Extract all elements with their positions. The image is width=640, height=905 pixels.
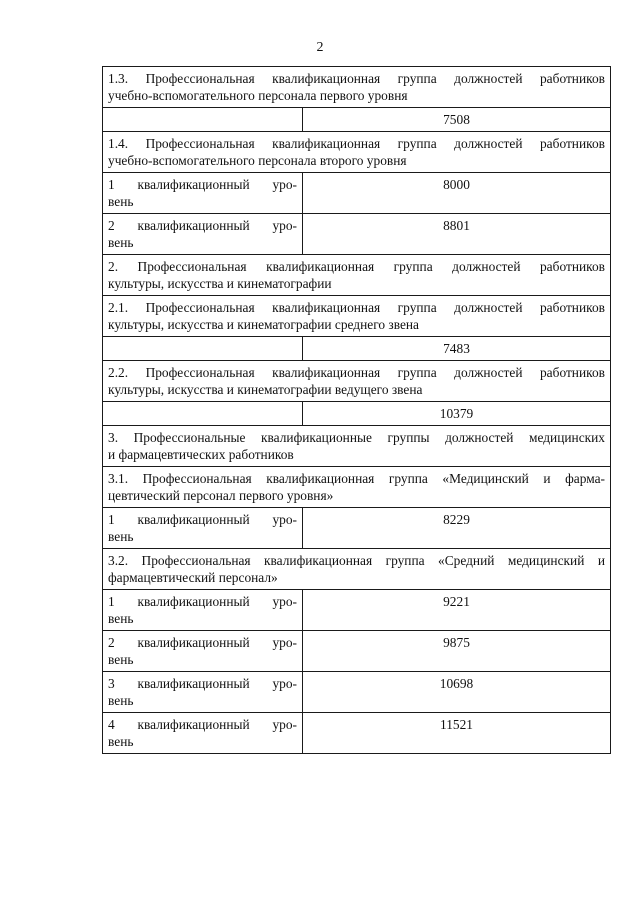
level-label: уро- [272, 177, 297, 192]
group-header-cell [103, 67, 611, 108]
salary-value: 8000 [303, 173, 611, 214]
group-header-cell [103, 549, 611, 590]
group-header-row [103, 255, 611, 296]
level-label: вень [108, 529, 134, 544]
group-title-line: культуры, искусства и кинематографии [108, 276, 332, 291]
salary-value: 8801 [303, 214, 611, 255]
group-title-line: культуры, искусства и кинематографии ведущего звена [108, 382, 423, 397]
level-cell [103, 672, 303, 713]
level-label: квалификационный [137, 218, 250, 233]
level-label: вень [108, 693, 134, 708]
level-cell [103, 508, 303, 549]
group-header-cell [103, 296, 611, 337]
group-title-line: цевтический персонал первого уровня» [108, 488, 334, 503]
group-title-line: культуры, искусства и кинематографии среднего звена [108, 317, 420, 332]
group-header-row [103, 467, 611, 508]
group-header-row [103, 67, 611, 108]
level-label: уро- [272, 594, 297, 609]
salary-value: 7508 [303, 108, 611, 132]
salary-row [103, 214, 611, 255]
level-label: уро- [272, 635, 297, 650]
level-label: уро- [272, 717, 297, 732]
group-title-line: и фармацевтических работников [108, 447, 294, 462]
group-header-cell [103, 467, 611, 508]
group-title-line: 3. Профессиональные квалификационные группы должностей медицинских [108, 430, 605, 445]
level-label: уро- [272, 218, 297, 233]
salary-row [103, 508, 611, 549]
level-label: 1 [108, 512, 115, 527]
level-label: уро- [272, 512, 297, 527]
group-header-cell [103, 426, 611, 467]
level-cell [103, 402, 303, 426]
level-label: вень [108, 652, 134, 667]
level-label: вень [108, 235, 134, 250]
level-cell [103, 337, 303, 361]
group-title-line: учебно-вспомогательного персонала первого уровня [108, 88, 408, 103]
salary-value: 7483 [303, 337, 611, 361]
level-label: 1 [108, 594, 115, 609]
level-cell [103, 631, 303, 672]
group-title-line: 2.1. Профессиональная квалификационная группа должностей работников [108, 300, 605, 315]
level-label: 3 [108, 676, 115, 691]
group-header-cell [103, 255, 611, 296]
level-label: вень [108, 734, 134, 749]
group-title-line: 1.3. Профессиональная квалификационная группа должностей работников [108, 71, 605, 86]
page-number: 2 [316, 40, 324, 55]
level-label: 2 [108, 635, 115, 650]
level-label: вень [108, 611, 134, 626]
level-label: квалификационный [137, 676, 250, 691]
level-cell [103, 173, 303, 214]
group-header-cell [103, 361, 611, 402]
group-header-row [103, 549, 611, 590]
group-header-row [103, 426, 611, 467]
salary-row [103, 402, 611, 426]
level-label: квалификационный [137, 512, 250, 527]
group-title-line: 2.2. Профессиональная квалификационная группа должностей работников [108, 365, 605, 380]
group-header-row [103, 132, 611, 173]
salary-table [102, 66, 611, 754]
level-cell [103, 713, 303, 754]
level-label: квалификационный [137, 635, 250, 650]
level-label: 1 [108, 177, 115, 192]
level-label: 4 [108, 717, 115, 732]
group-title-line: учебно-вспомогательного персонала второго уровня [108, 153, 407, 168]
level-cell [103, 108, 303, 132]
salary-value: 10698 [303, 672, 611, 713]
group-header-row [103, 296, 611, 337]
salary-row [103, 631, 611, 672]
salary-value: 10379 [303, 402, 611, 426]
salary-value: 9221 [303, 590, 611, 631]
level-label: вень [108, 194, 134, 209]
salary-value: 9875 [303, 631, 611, 672]
salary-row [103, 672, 611, 713]
salary-row [103, 108, 611, 132]
level-label: уро- [272, 676, 297, 691]
level-cell [103, 214, 303, 255]
group-title-line: 2. Профессиональная квалификационная группа должностей работников [108, 259, 605, 274]
salary-row [103, 590, 611, 631]
salary-row [103, 337, 611, 361]
level-label: квалификационный [137, 594, 250, 609]
salary-row [103, 713, 611, 754]
group-header-row [103, 361, 611, 402]
group-title-line: фармацевтический персонал» [108, 570, 278, 585]
level-label: квалификационный [137, 717, 250, 732]
group-title-line: 3.2. Профессиональная квалификационная группа «Средний медицинский и [108, 553, 605, 568]
salary-value: 8229 [303, 508, 611, 549]
level-label: 2 [108, 218, 115, 233]
salary-row [103, 173, 611, 214]
group-header-cell [103, 132, 611, 173]
level-cell [103, 590, 303, 631]
group-title-line: 3.1. Профессиональная квалификационная группа «Медицинский и фарма- [108, 471, 605, 486]
level-label: квалификационный [137, 177, 250, 192]
salary-value: 11521 [303, 713, 611, 754]
group-title-line: 1.4. Профессиональная квалификационная группа должностей работников [108, 136, 605, 151]
